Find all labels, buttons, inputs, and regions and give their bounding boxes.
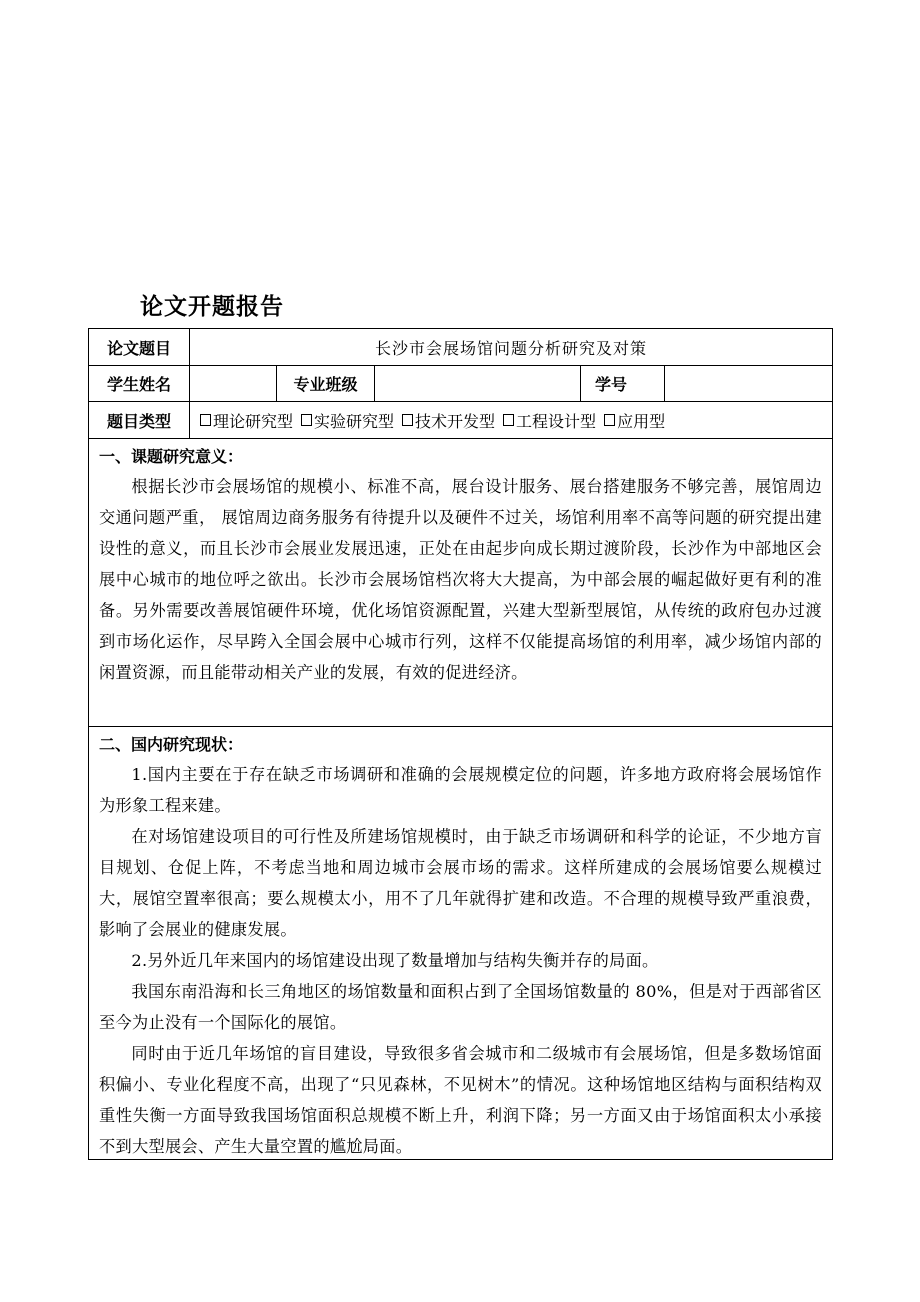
section1-heading: 一、课题研究意义： <box>99 447 244 466</box>
major-class-field[interactable] <box>375 366 581 401</box>
type-options <box>190 402 832 438</box>
type-option-tech-dev[interactable] <box>402 409 495 432</box>
student-name-label: 学生姓名 <box>89 366 190 401</box>
topic-row <box>89 329 832 366</box>
type-option-label: 实验研究型 <box>314 411 395 431</box>
section2-paragraph: 我国东南沿海和长三角地区的场馆数量和面积占到了全国场馆数量的 80%，但是对于西部省区至今为止没有一个国际化的展馆。 <box>99 982 822 1032</box>
type-label: 题目类型 <box>89 402 190 438</box>
student-id-label: 学号 <box>581 366 665 401</box>
type-option-application[interactable] <box>604 409 665 432</box>
type-row <box>89 402 832 439</box>
checkbox-icon <box>301 414 312 426</box>
type-option-label: 应用型 <box>617 411 666 431</box>
section1-paragraph: 根据长沙市会展场馆的规模小、标准不高，展台设计服务、展台搭建服务不够完善，展馆周边交通问题严重， 展馆周边商务服务有待提升以及硬件不过关，场馆利用率不高等问题的研究提出建设性的意义，而且长沙市会展业发展迅速，正处在由起步向成长期过渡阶段，长沙作为中部地区会展中心城市的地位呼之欲出。长沙市会展场馆档次将大大提高，为中部会展的崛起做好更有利的准备。另外需要改善展馆硬件环境，优化场馆资源配置，兴建大型新型展馆，从传统的政府包办过渡到市场化运作，尽早跨入全国会展中心城市行列，这样不仅能提高场馆的利用率，减少场馆内部的闲置资源，而且能带动相关产业的发展，有效的促进经济。 <box>99 477 822 682</box>
student-row <box>89 366 832 402</box>
domestic-status-section <box>89 727 832 1159</box>
type-option-label: 工程设计型 <box>516 411 597 431</box>
type-option-engineering[interactable] <box>503 409 596 432</box>
section2-paragraph: 2.另外近几年来国内的场馆建设出现了数量增加与结构失衡并存的局面。 <box>131 951 659 970</box>
section2-heading: 二、国内研究现状： <box>99 735 244 754</box>
checkbox-icon <box>604 414 615 426</box>
checkbox-icon <box>503 414 514 426</box>
topic-label: 论文题目 <box>89 329 190 365</box>
major-class-label: 专业班级 <box>277 366 375 401</box>
student-name-field[interactable] <box>190 366 277 401</box>
type-option-label: 技术开发型 <box>415 411 496 431</box>
student-id-field[interactable] <box>665 366 832 401</box>
type-option-label: 理论研究型 <box>213 411 294 431</box>
section2-row <box>89 727 832 1159</box>
section2-paragraph: 在对场馆建设项目的可行性及所建场馆规模时，由于缺乏市场调研和科学的论证，不少地方盲目规划、仓促上阵，不考虑当地和周边城市会展市场的需求。这样所建成的会展场馆要么规模过大，展馆空置率很高；要么规模太小，用不了几年就得扩建和改造。不合理的规模导致严重浪费，影响了会展业的健康发展。 <box>99 827 822 939</box>
checkbox-icon <box>402 414 413 426</box>
research-significance-section <box>89 439 832 726</box>
type-option-theory[interactable] <box>200 409 293 432</box>
topic-value: 长沙市会展场馆问题分析研究及对策 <box>374 338 647 358</box>
type-option-experiment[interactable] <box>301 409 394 432</box>
checkbox-icon <box>200 414 211 426</box>
page-title: 论文开题报告 <box>140 294 284 320</box>
section2-paragraph: 1.国内主要在于存在缺乏市场调研和准确的会展规模定位的问题，许多地方政府将会展场馆作为形象工程来建。 <box>99 765 822 815</box>
section1-row <box>89 439 832 727</box>
section2-paragraph: 同时由于近几年场馆的盲目建设，导致很多省会城市和二级城市有会展场馆，但是多数场馆面积偏小、专业化程度不高，出现了“只见森林，不见树木”的情况。这种场馆地区结构与面积结构双重性失衡一方面导致我国场馆面积总规模不断上升，利润下降；另一方面又由于场馆面积太小承接不到大型展会、产生大量空置的尴尬局面。 <box>99 1044 822 1156</box>
proposal-form <box>88 328 833 1160</box>
